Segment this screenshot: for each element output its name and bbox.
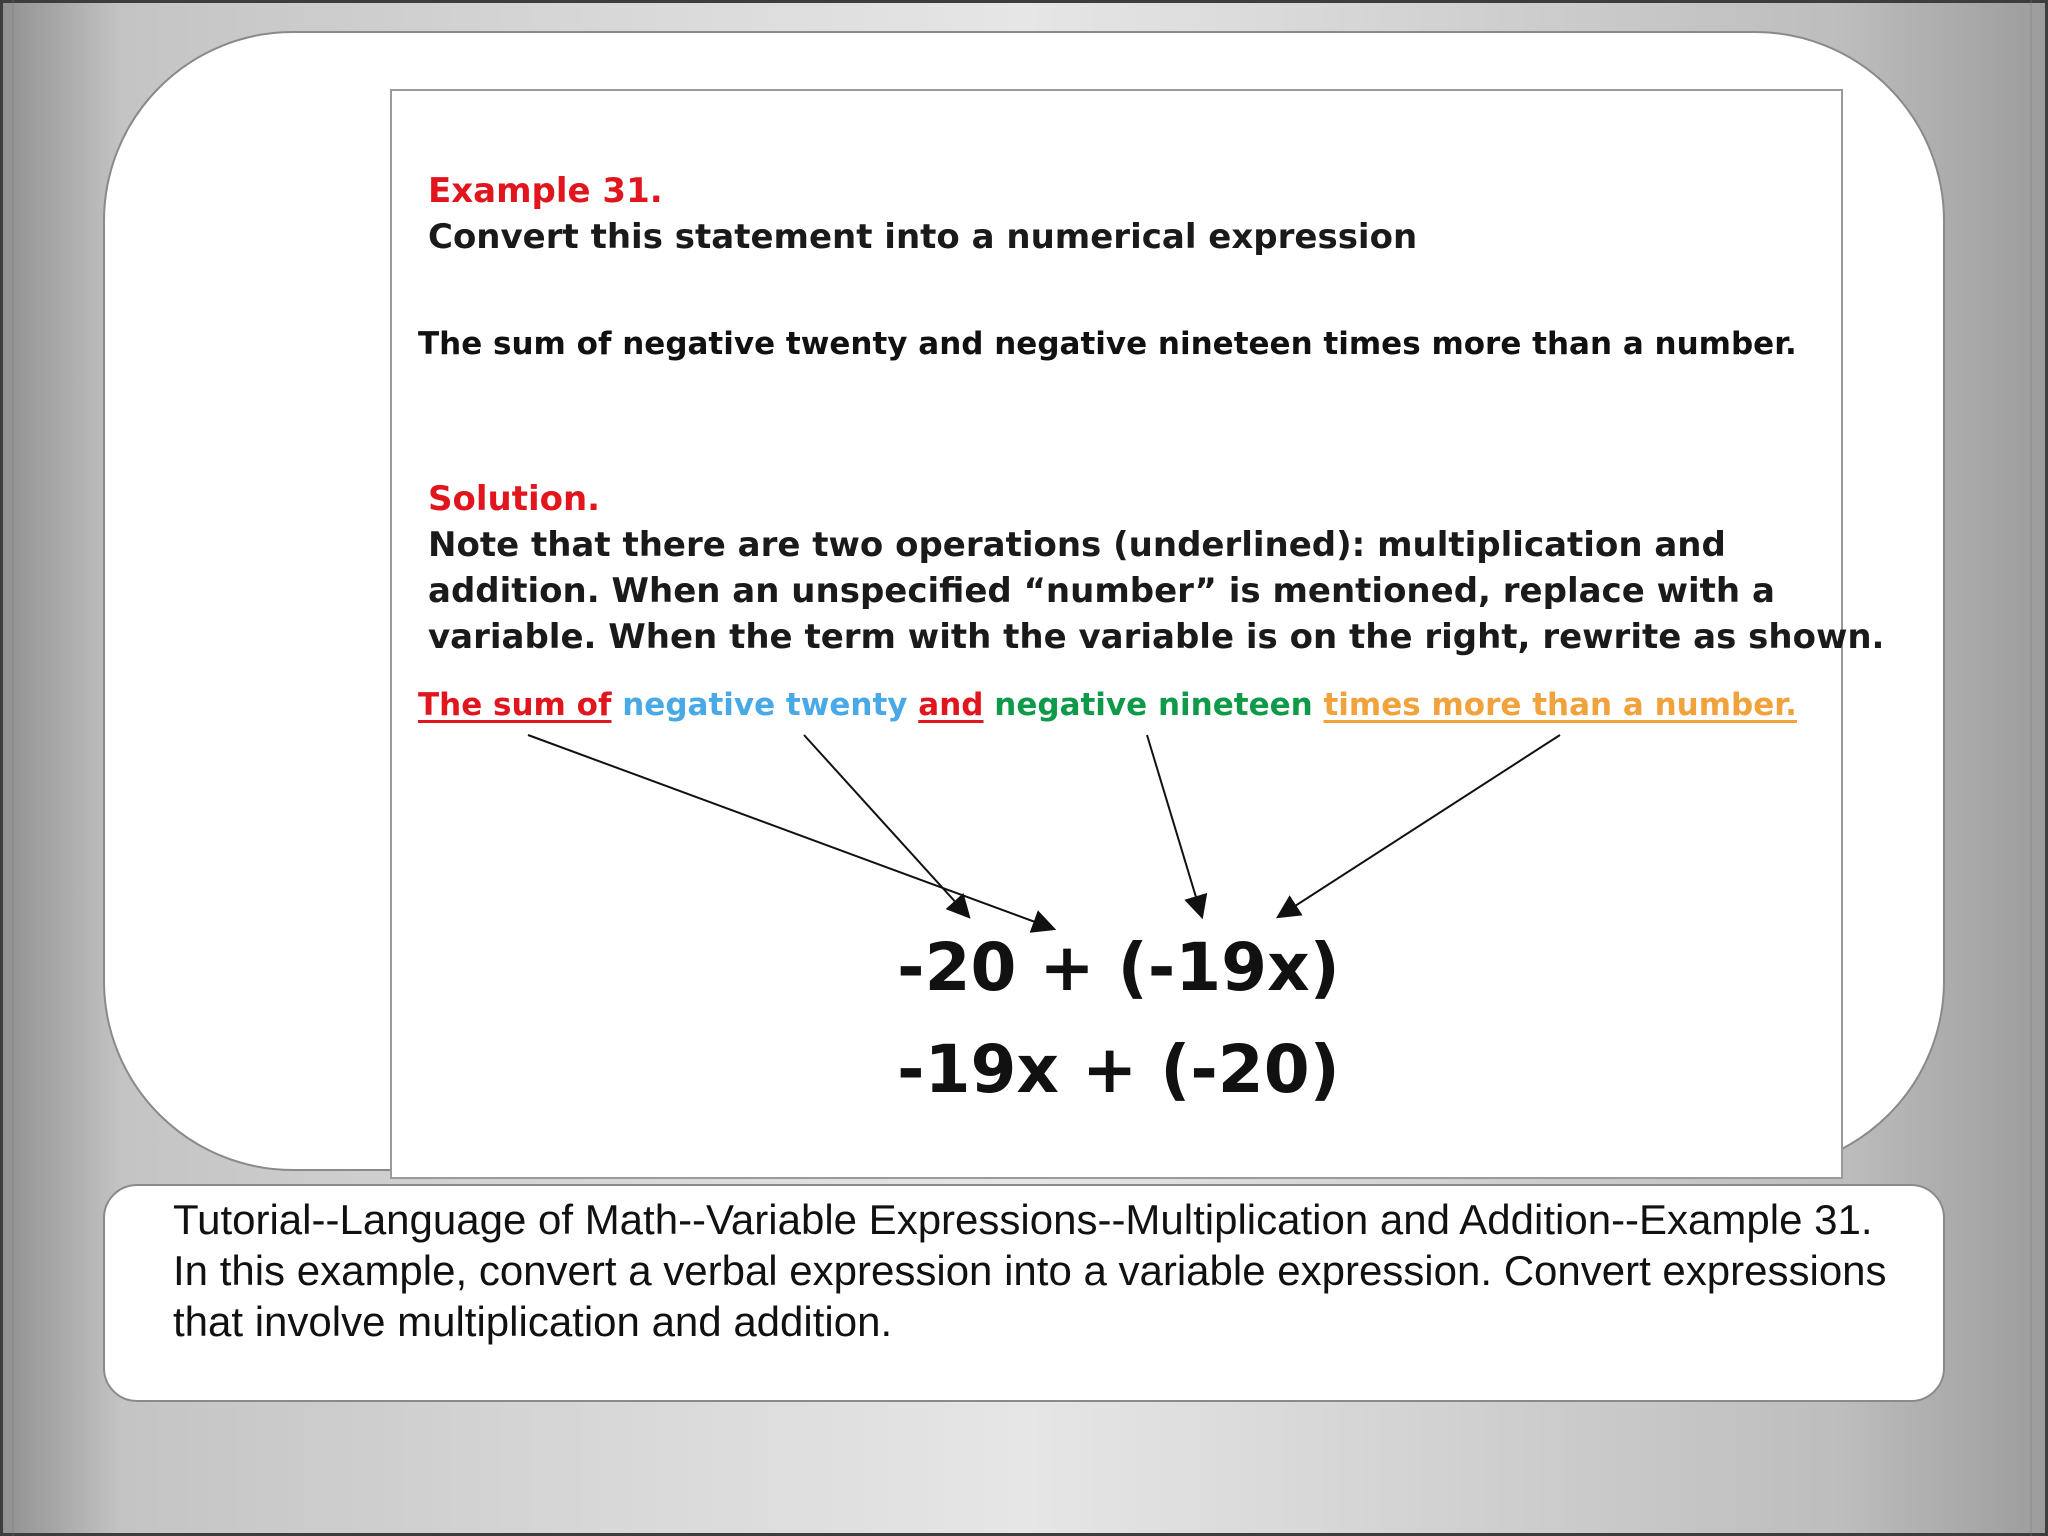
slide-card [103, 31, 1945, 1171]
phrase-negative-nineteen: negative nineteen [994, 687, 1313, 723]
phrase-the-sum-of: The sum of [418, 687, 612, 723]
expression-1: -20 + (-19x) [897, 929, 1340, 1006]
phrase-and: and [918, 687, 984, 723]
solution-title: Solution. [428, 479, 601, 519]
caption-card [103, 1184, 1945, 1402]
background-plank-line [2030, 0, 2032, 1536]
phrase-negative-twenty: negative twenty [622, 687, 908, 723]
expression-2: -19x + (-20) [897, 1031, 1340, 1108]
instruction-text: Convert this statement into a numerical expression [428, 217, 1418, 257]
arrow-negative-twenty [804, 735, 969, 917]
note-line: Note that there are two operations (underlined): multiplication and [428, 525, 1726, 565]
background-plank-line [12, 0, 14, 1536]
note-line: addition. When an unspecified “number” is mentioned, replace with a [428, 571, 1775, 611]
arrow-times-more-than [1278, 735, 1560, 917]
caption-text: Tutorial--Language of Math--Variable Expressions--Multiplication and Addition--Example 31. In this example, convert a verbal expression into a variable expression. Convert expressions that involve multiplication and addition. [173, 1196, 1887, 1345]
note-line: variable. When the term with the variable is on the right, rewrite as shown. [428, 617, 1885, 657]
arrow-the-sum-of [528, 735, 1054, 929]
mapping-arrows [392, 91, 1845, 1181]
phrase-times-more-than: times more than a number. [1323, 687, 1797, 723]
example-title: Example 31. [428, 171, 663, 211]
slide-image [390, 89, 1885, 1179]
arrow-negative-nineteen [1147, 735, 1202, 917]
statement-text: The sum of negative twenty and negative nineteen times more than a number. [418, 326, 1797, 362]
